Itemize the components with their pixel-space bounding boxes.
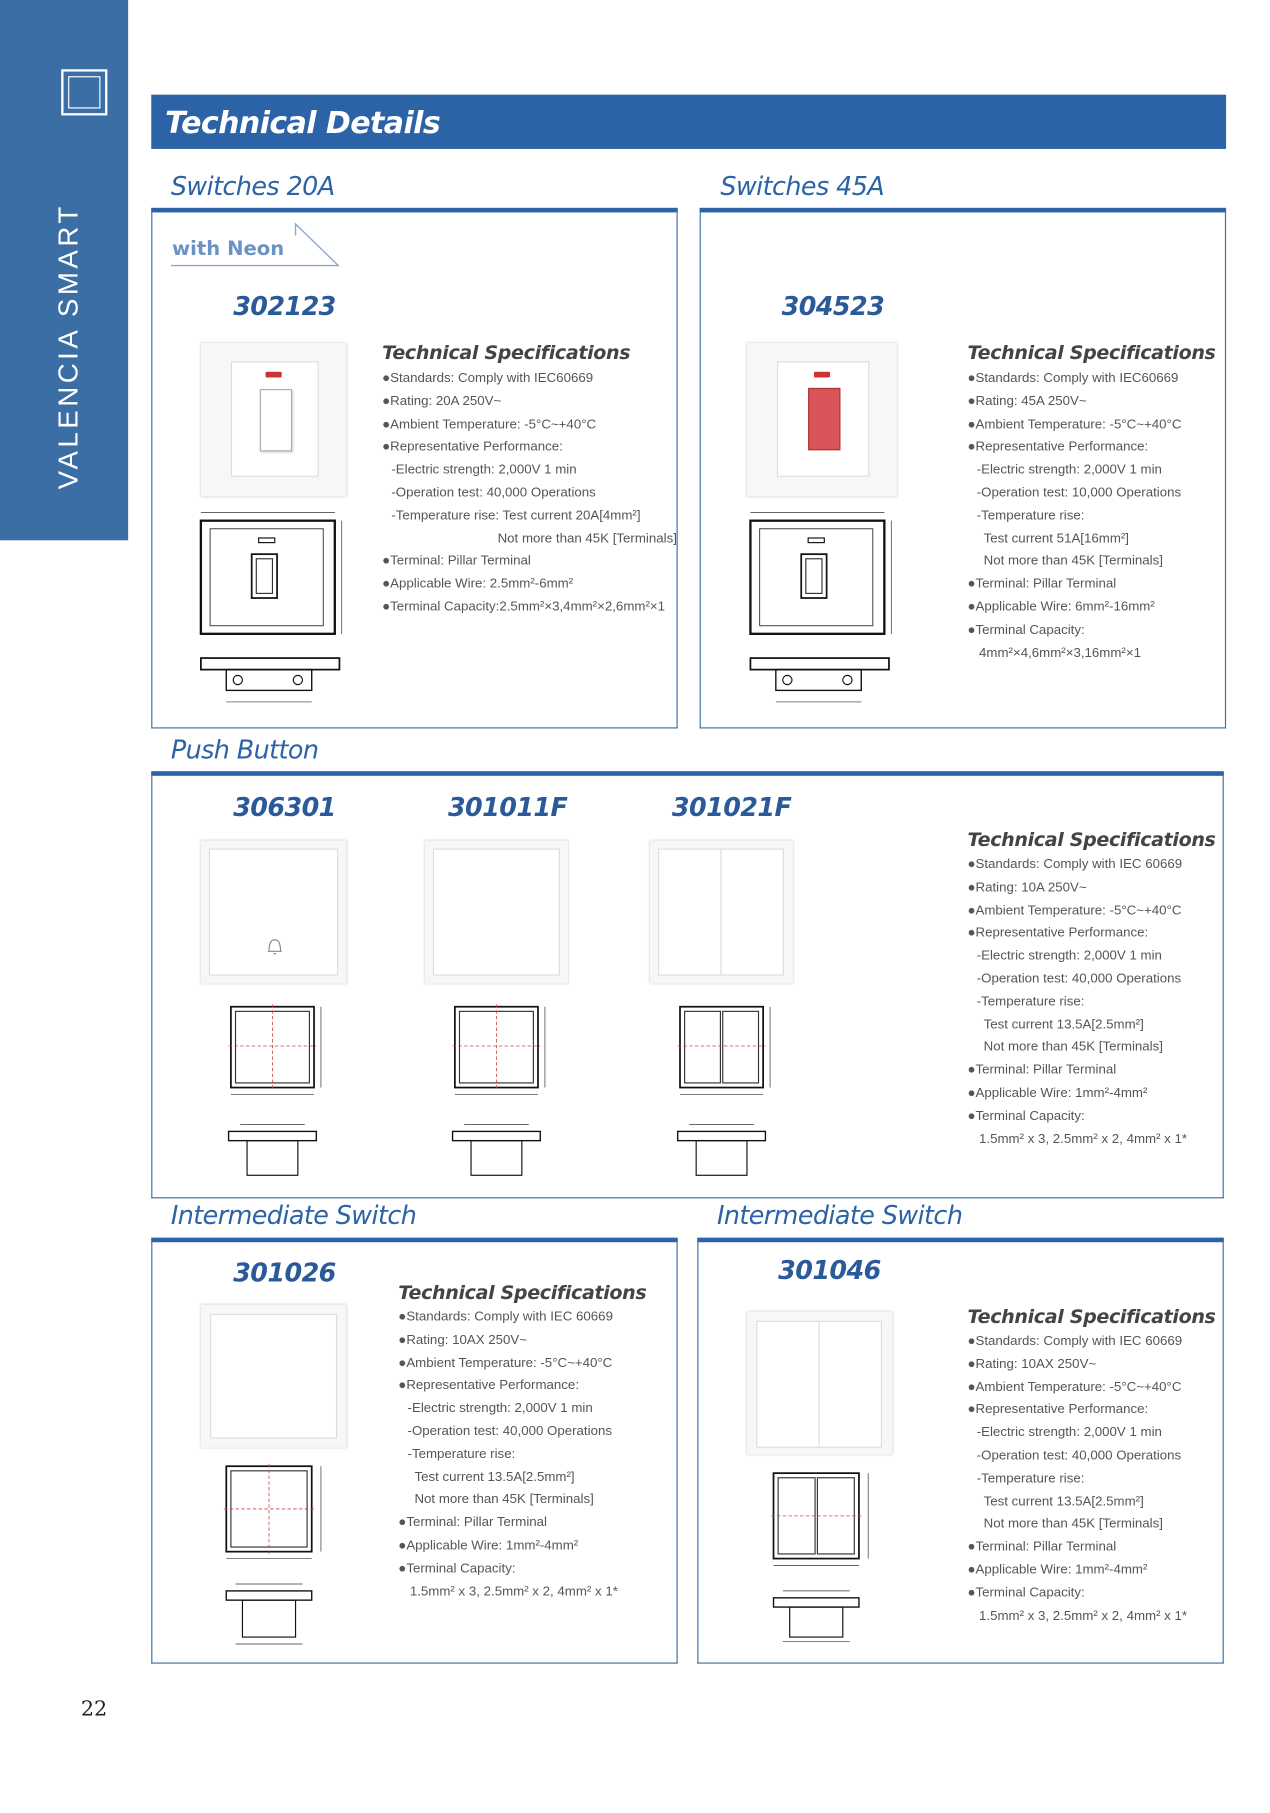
product-code: 304523 — [781, 293, 885, 323]
brand-vertical — [0, 0, 128, 540]
technical-drawing-301046 — [767, 1466, 882, 1662]
product-code: 301011F — [447, 794, 568, 824]
spec-line: ●Standards: Comply with IEC 60669 — [398, 1310, 613, 1325]
product-photo-306301 — [201, 840, 346, 983]
technical-drawing-301021F — [671, 1000, 781, 1185]
product-code: 301026 — [233, 1259, 336, 1289]
tag-label: with Neon — [172, 237, 285, 261]
product-code: 302123 — [233, 293, 336, 323]
rocker-switch — [260, 389, 292, 451]
spec-line: ●Ambient Temperature: -5°C~+40°C — [967, 1380, 1182, 1395]
spec-line: ●Terminal: Pillar Terminal — [967, 577, 1117, 592]
product-code: 306301 — [233, 794, 336, 824]
spec-title: Technical Specifications — [967, 828, 1216, 851]
spec-title: Technical Specifications — [967, 1305, 1216, 1328]
push-plate-left — [658, 849, 721, 976]
spec-line: ●Standards: Comply with IEC60669 — [382, 371, 594, 386]
spec-title: Technical Specifications — [382, 341, 631, 364]
spec-line: -Electric strength: 2,000V 1 min — [391, 463, 577, 478]
spec-list-switch45 — [967, 368, 1181, 665]
technical-drawing-306301 — [222, 1000, 332, 1185]
spec-line: ●Terminal Capacity:2.5mm²×3,4mm²×2,6mm²×1 — [382, 600, 666, 615]
spec-line: Test current 13.5A[2.5mm²] — [983, 1017, 1144, 1032]
product-photo-302123 — [201, 343, 346, 497]
spec-line: ●Terminal Capacity: — [967, 623, 1085, 638]
spec-line: ●Standards: Comply with IEC60669 — [967, 371, 1179, 386]
brand-name: VALENCIA SMART — [53, 203, 85, 490]
switch-plate-left — [756, 1321, 819, 1448]
spec-line: ●Terminal Capacity: — [967, 1109, 1085, 1124]
neon-indicator-icon — [266, 372, 282, 378]
product-code: 301021F — [671, 794, 792, 824]
spec-title: Technical Specifications — [398, 1281, 647, 1304]
spec-title: Technical Specifications — [967, 341, 1216, 364]
bell-icon — [266, 936, 284, 957]
spec-list-push — [967, 854, 1187, 1151]
spec-line: ●Standards: Comply with IEC 60669 — [967, 1334, 1183, 1349]
section-title-switch45: Switches 45A — [720, 173, 885, 203]
spec-line: ●Rating: 10A 250V~ — [967, 880, 1087, 895]
spec-line: -Operation test: 10,000 Operations — [976, 486, 1182, 500]
spec-list-switch20 — [382, 368, 677, 619]
spec-line: -Operation test: 40,000 Operations — [976, 972, 1182, 986]
page-number: 22 — [80, 1697, 108, 1722]
red-rocker-switch — [808, 388, 840, 450]
banner-title: Technical Details — [165, 106, 441, 141]
spec-line: ●Representative Performance: — [398, 1378, 580, 1393]
spec-line: ●Applicable Wire: 2.5mm²-6mm² — [382, 577, 574, 592]
spec-line: ●Rating: 45A 250V~ — [967, 394, 1087, 409]
spec-line: Not more than 45K [Terminals] — [983, 1517, 1163, 1532]
spec-line: ●Representative Performance: — [382, 440, 563, 455]
spec-line: Not more than 45K [Terminals] — [497, 531, 677, 546]
product-photo-301026 — [201, 1305, 346, 1448]
spec-line: Not more than 45K [Terminals] — [983, 1040, 1163, 1055]
spec-line: ●Ambient Temperature: -5°C~+40°C — [398, 1356, 613, 1370]
spec-line: Test current 13.5A[2.5mm²] — [983, 1494, 1144, 1509]
spec-line: -Operation test: 40,000 Operations — [976, 1448, 1182, 1463]
spec-line: -Temperature rise: — [976, 994, 1085, 1009]
section-title-intermediate-1: Intermediate Switch — [170, 1201, 417, 1231]
technical-drawing-301011F — [446, 1000, 556, 1185]
spec-line: -Temperature rise: Test current 20A[4mm²] — [391, 508, 641, 523]
spec-line: ●Ambient Temperature: -5°C~+40°C — [382, 417, 597, 432]
spec-line: ●Rating: 20A 250V~ — [382, 394, 502, 409]
with-neon-tag — [171, 222, 340, 268]
spec-line: ●Standards: Comply with IEC 60669 — [967, 857, 1183, 872]
spec-line: -Operation test: 40,000 Operations — [407, 1424, 612, 1439]
spec-line: ●Terminal: Pillar Terminal — [382, 554, 531, 569]
spec-line: ●Ambient Temperature: -5°C~+40°C — [967, 903, 1182, 918]
spec-line: Test current 13.5A[2.5mm²] — [414, 1470, 575, 1485]
spec-line: ●Applicable Wire: 1mm²-4mm² — [967, 1086, 1148, 1101]
spec-line: -Electric strength: 2,000V 1 min — [976, 949, 1162, 964]
section-title-intermediate-2: Intermediate Switch — [716, 1201, 963, 1231]
section-title-switch20: Switches 20A — [170, 173, 335, 203]
spec-line: -Temperature rise: — [976, 508, 1085, 523]
spec-line: -Electric strength: 2,000V 1 min — [976, 463, 1162, 478]
spec-line: ●Rating: 10AX 250V~ — [398, 1333, 528, 1348]
spec-line: ●Terminal: Pillar Terminal — [967, 1540, 1117, 1555]
spec-line: ●Applicable Wire: 1mm²-4mm² — [398, 1538, 579, 1553]
spec-list-intermediate-2 — [967, 1331, 1187, 1628]
product-photo-301011F — [425, 840, 568, 983]
product-photo-301021F — [650, 840, 793, 983]
spec-line: -Electric strength: 2,000V 1 min — [976, 1426, 1162, 1440]
spec-line: -Temperature rise: — [407, 1447, 516, 1462]
switch-plate-right — [819, 1321, 882, 1448]
spec-line: ●Terminal: Pillar Terminal — [967, 1063, 1117, 1078]
section-title-push: Push Button — [170, 736, 319, 766]
spec-line: ●Applicable Wire: 1mm²-4mm² — [967, 1563, 1148, 1578]
spec-line: Test current 51A[16mm²] — [983, 531, 1129, 546]
spec-list-intermediate-1 — [398, 1307, 618, 1604]
technical-drawing-302123 — [194, 503, 350, 711]
spec-line: Not more than 45K [Terminals] — [983, 554, 1163, 569]
spec-line: 1.5mm² x 3, 2.5mm² x 2, 4mm² x 1* — [979, 1608, 1188, 1623]
spec-line: ●Applicable Wire: 6mm²-16mm² — [967, 600, 1155, 615]
spec-line: ●Representative Performance: — [967, 926, 1149, 941]
spec-line: ●Rating: 10AX 250V~ — [967, 1357, 1097, 1372]
push-plate-right — [720, 849, 783, 976]
spec-line: 4mm²×4,6mm²×3,16mm²×1 — [979, 646, 1141, 660]
spec-line: ●Terminal: Pillar Terminal — [398, 1516, 547, 1530]
spec-line: ●Representative Performance: — [967, 440, 1149, 455]
technical-drawing-304523 — [743, 503, 899, 711]
spec-line: 1.5mm² x 3, 2.5mm² x 2, 4mm² x 1* — [979, 1132, 1188, 1146]
push-plate — [433, 849, 560, 976]
spec-line: ●Ambient Temperature: -5°C~+40°C — [967, 417, 1182, 432]
switch-plate — [210, 1314, 337, 1439]
spec-line: -Temperature rise: — [976, 1471, 1085, 1486]
section-banner — [151, 95, 1226, 149]
spec-line: -Electric strength: 2,000V 1 min — [407, 1401, 593, 1416]
technical-drawing-301026 — [219, 1459, 334, 1655]
product-code: 301046 — [778, 1257, 881, 1287]
spec-line: -Operation test: 40,000 Operations — [391, 486, 596, 500]
spec-line: Not more than 45K [Terminals] — [414, 1493, 594, 1508]
product-photo-301046 — [747, 1312, 892, 1455]
spec-line: 1.5mm² x 3, 2.5mm² x 2, 4mm² x 1* — [409, 1584, 618, 1599]
spec-line: ●Terminal Capacity: — [398, 1561, 516, 1576]
spec-line: ●Terminal Capacity: — [967, 1586, 1085, 1600]
neon-indicator-icon — [814, 372, 830, 378]
spec-line: ●Representative Performance: — [967, 1403, 1149, 1418]
product-photo-304523 — [747, 343, 897, 497]
